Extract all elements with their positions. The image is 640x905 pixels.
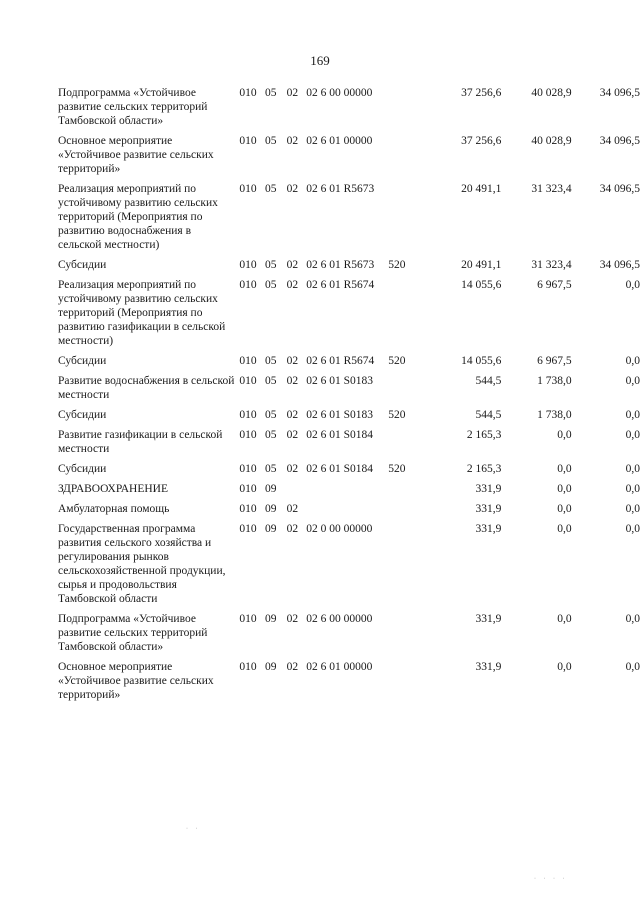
- row-expense-type: 520: [388, 259, 406, 271]
- row-section-code: 05: [264, 87, 277, 99]
- row-admin-code: 010: [239, 135, 257, 147]
- row-expense-type: [388, 522, 423, 612]
- row-target-article: 02 6 00 00000: [306, 613, 373, 625]
- row-amount-year-2: 6 967,5: [537, 279, 572, 291]
- row-admin-code: 010: [239, 279, 257, 291]
- row-subsection-code: 02: [286, 661, 299, 673]
- row-target-article: 02 6 01 00000: [306, 661, 373, 673]
- row-target-article: 02 6 01 R5674: [306, 355, 375, 367]
- row-section-code: 05: [264, 463, 277, 475]
- row-amount-year-2: 0,0: [557, 483, 572, 495]
- table-row: [58, 278, 640, 354]
- row-target-article: 02 6 01 S0184: [306, 463, 374, 475]
- row-section-code: 09: [264, 483, 277, 495]
- row-amount-year-2: 0,0: [557, 463, 572, 475]
- table-row: [58, 502, 640, 522]
- row-section-code: 05: [264, 355, 277, 367]
- row-amount-year-3: 0,0: [625, 279, 640, 291]
- table-row: [58, 374, 640, 408]
- row-amount-year-3: 0,0: [625, 613, 640, 625]
- row-subsection-code: 02: [286, 409, 299, 421]
- table-row: [58, 354, 640, 374]
- row-expense-type: 520: [388, 355, 406, 367]
- row-admin-code: 010: [239, 661, 257, 673]
- row-amount-year-1: 2 165,3: [466, 429, 502, 441]
- row-amount-year-3: 34 096,5: [599, 135, 640, 147]
- row-amount-year-3: 0,0: [625, 523, 640, 535]
- row-admin-code: 010: [239, 503, 257, 515]
- row-target-article: 02 6 01 S0183: [306, 409, 374, 421]
- row-expense-type: [388, 502, 423, 522]
- row-amount-year-3: 0,0: [625, 375, 640, 387]
- row-name: Субсидии: [58, 463, 107, 475]
- row-target-article: [306, 482, 388, 502]
- row-expense-type: [388, 134, 423, 182]
- row-section-code: 09: [264, 503, 277, 515]
- row-amount-year-1: 544,5: [475, 375, 502, 387]
- row-subsection-code: 02: [286, 183, 299, 195]
- row-amount-year-2: 31 323,4: [531, 183, 572, 195]
- row-amount-year-1: 20 491,1: [461, 183, 502, 195]
- row-name: Основное мероприятие «Устойчивое развитие сельских территорий»: [58, 661, 214, 701]
- row-amount-year-1: 331,9: [475, 483, 502, 495]
- row-admin-code: 010: [239, 355, 257, 367]
- row-section-code: 05: [264, 375, 277, 387]
- row-subsection-code: 02: [286, 87, 299, 99]
- row-name: Субсидии: [58, 355, 107, 367]
- row-name: Подпрограмма «Устойчивое развитие сельских территорий Тамбовской области»: [58, 87, 208, 127]
- row-expense-type: [388, 86, 423, 134]
- row-subsection-code: 02: [286, 279, 299, 291]
- row-name: Субсидии: [58, 259, 107, 271]
- row-amount-year-1: 331,9: [475, 503, 502, 515]
- row-subsection-code: 02: [286, 135, 299, 147]
- row-amount-year-2: 1 738,0: [537, 375, 572, 387]
- table-row: [58, 408, 640, 428]
- row-subsection-code: 02: [286, 523, 299, 535]
- row-admin-code: 010: [239, 463, 257, 475]
- row-section-code: 05: [264, 183, 277, 195]
- row-subsection-code: 02: [286, 463, 299, 475]
- row-amount-year-3: 0,0: [625, 409, 640, 421]
- row-section-code: 09: [264, 661, 277, 673]
- row-target-article: 02 6 00 00000: [306, 87, 373, 99]
- row-amount-year-3: 34 096,5: [599, 259, 640, 271]
- row-expense-type: [388, 428, 423, 462]
- page-number: 169: [310, 53, 330, 68]
- table-row: [58, 258, 640, 278]
- row-section-code: 05: [264, 135, 277, 147]
- row-name: Реализация мероприятий по устойчивому развитию сельских территорий (Мероприятия по развитию газификации в сельской местности): [58, 279, 226, 347]
- row-expense-type: [388, 660, 423, 708]
- row-amount-year-1: 14 055,6: [461, 279, 502, 291]
- row-section-code: 05: [264, 279, 277, 291]
- row-name: Развитие водоснабжения в сельской местности: [58, 375, 235, 401]
- row-amount-year-3: 0,0: [625, 463, 640, 475]
- row-admin-code: 010: [239, 523, 257, 535]
- scan-speck: · ·: [186, 826, 201, 832]
- row-section-code: 05: [264, 409, 277, 421]
- row-name: Подпрограмма «Устойчивое развитие сельских территорий Тамбовской области»: [58, 613, 208, 653]
- table-row: [58, 462, 640, 482]
- scan-speck: · · · ·: [534, 876, 568, 882]
- row-amount-year-2: 0,0: [557, 429, 572, 441]
- row-admin-code: 010: [239, 87, 257, 99]
- row-expense-type: [388, 374, 423, 408]
- row-name: Государственная программа развития сельского хозяйства и регулирования рынков сельскохозяйственной продукции, сырья и продовольствия Тамбовской области: [58, 523, 226, 605]
- row-admin-code: 010: [239, 429, 257, 441]
- row-amount-year-3: 0,0: [625, 661, 640, 673]
- row-amount-year-3: 0,0: [625, 503, 640, 515]
- budget-table: [58, 86, 640, 708]
- row-target-article: 02 6 01 00000: [306, 135, 373, 147]
- row-amount-year-1: 37 256,6: [461, 135, 502, 147]
- row-target-article: 02 6 01 R5674: [306, 279, 375, 291]
- row-subsection-code: [287, 482, 307, 502]
- row-amount-year-3: 0,0: [625, 429, 640, 441]
- row-amount-year-3: 34 096,5: [599, 87, 640, 99]
- row-name: ЗДРАВООХРАНЕНИЕ: [58, 483, 169, 495]
- row-subsection-code: 02: [286, 355, 299, 367]
- table-row: [58, 660, 640, 708]
- row-name: Основное мероприятие «Устойчивое развитие сельских территорий»: [58, 135, 214, 175]
- row-admin-code: 010: [239, 183, 257, 195]
- row-amount-year-1: 544,5: [475, 409, 502, 421]
- row-amount-year-1: 37 256,6: [461, 87, 502, 99]
- row-admin-code: 010: [239, 483, 257, 495]
- row-admin-code: 010: [239, 409, 257, 421]
- row-name: Амбулаторная помощь: [58, 503, 170, 515]
- row-subsection-code: 02: [286, 375, 299, 387]
- row-section-code: 09: [264, 613, 277, 625]
- row-amount-year-2: 1 738,0: [537, 409, 572, 421]
- row-admin-code: 010: [239, 613, 257, 625]
- row-admin-code: 010: [239, 259, 257, 271]
- table-row: [58, 428, 640, 462]
- row-expense-type: 520: [388, 409, 406, 421]
- row-admin-code: 010: [239, 375, 257, 387]
- row-name: Развитие газификации в сельской местности: [58, 429, 223, 455]
- row-target-article: 02 6 01 R5673: [306, 259, 375, 271]
- row-section-code: 05: [264, 429, 277, 441]
- row-subsection-code: 02: [286, 429, 299, 441]
- row-target-article: 02 6 01 S0184: [306, 429, 374, 441]
- row-amount-year-1: 20 491,1: [461, 259, 502, 271]
- row-amount-year-1: 2 165,3: [466, 463, 502, 475]
- row-amount-year-2: 31 323,4: [531, 259, 572, 271]
- table-row: [58, 134, 640, 182]
- row-amount-year-2: 0,0: [557, 523, 572, 535]
- budget-table-body: [58, 86, 640, 708]
- row-expense-type: [388, 482, 423, 502]
- row-amount-year-1: 331,9: [475, 661, 502, 673]
- row-expense-type: [388, 182, 423, 258]
- row-name: Реализация мероприятий по устойчивому развитию сельских территорий (Мероприятия по развитию водоснабжения в сельской местности): [58, 183, 218, 251]
- row-amount-year-2: 0,0: [557, 503, 572, 515]
- table-row: [58, 86, 640, 134]
- row-target-article: 02 6 01 S0183: [306, 375, 374, 387]
- table-row: [58, 482, 640, 502]
- row-expense-type: [388, 278, 423, 354]
- row-target-article: 02 0 00 00000: [306, 523, 373, 535]
- row-section-code: 09: [264, 523, 277, 535]
- row-subsection-code: 02: [286, 503, 299, 515]
- row-amount-year-2: 6 967,5: [537, 355, 572, 367]
- row-expense-type: [388, 612, 423, 660]
- table-row: [58, 522, 640, 612]
- row-subsection-code: 02: [286, 259, 299, 271]
- table-row: [58, 182, 640, 258]
- row-target-article: 02 6 01 R5673: [306, 183, 375, 195]
- row-section-code: 05: [264, 259, 277, 271]
- row-amount-year-3: 0,0: [625, 483, 640, 495]
- row-amount-year-3: 0,0: [625, 355, 640, 367]
- row-name: Субсидии: [58, 409, 107, 421]
- row-amount-year-2: 0,0: [557, 661, 572, 673]
- row-amount-year-1: 331,9: [475, 613, 502, 625]
- row-amount-year-1: 14 055,6: [461, 355, 502, 367]
- row-target-article: [306, 502, 388, 522]
- row-expense-type: 520: [388, 463, 406, 475]
- table-row: [58, 612, 640, 660]
- row-amount-year-2: 0,0: [557, 613, 572, 625]
- row-amount-year-2: 40 028,9: [531, 135, 572, 147]
- row-subsection-code: 02: [286, 613, 299, 625]
- row-amount-year-3: 34 096,5: [599, 183, 640, 195]
- row-amount-year-2: 40 028,9: [531, 87, 572, 99]
- row-amount-year-1: 331,9: [475, 523, 502, 535]
